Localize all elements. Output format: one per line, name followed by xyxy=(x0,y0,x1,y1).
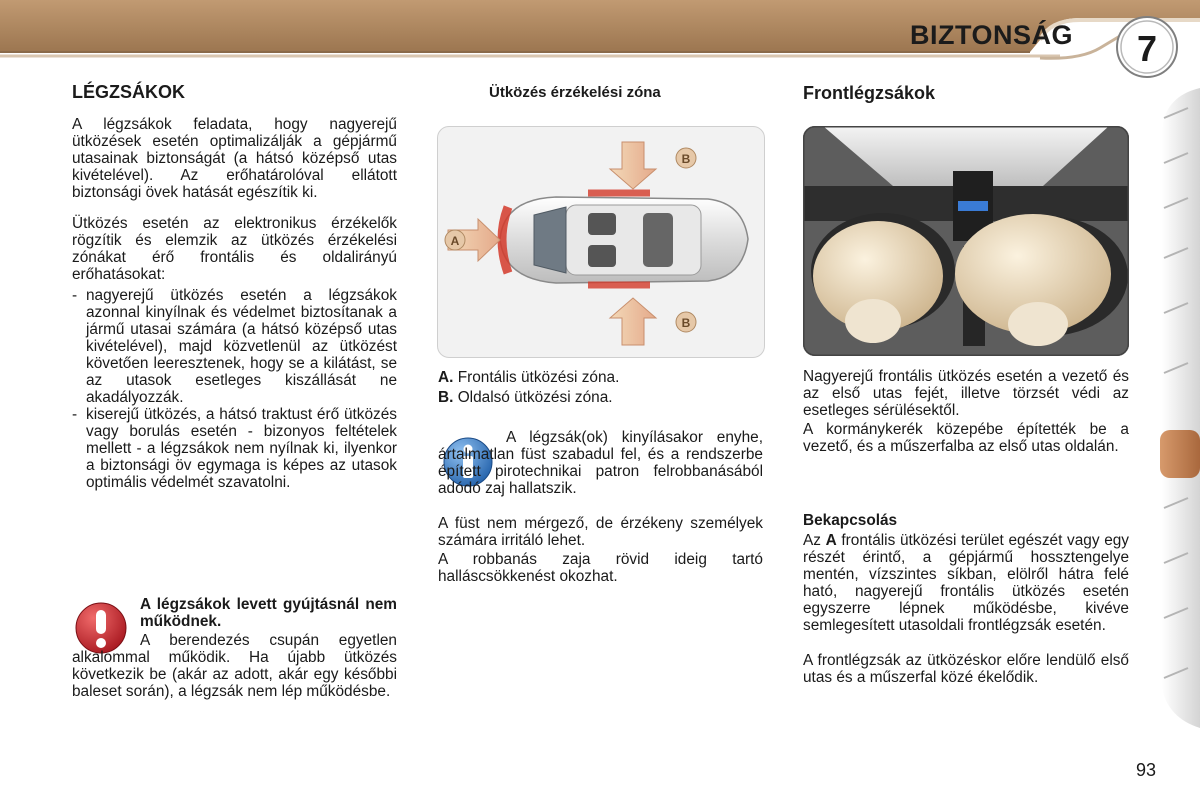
active-chapter-tab[interactable] xyxy=(1160,430,1200,478)
chapter-number: 7 xyxy=(1136,28,1158,69)
info-paragraph-2: A füst nem mérgező, de érzékeny személyek számára irritáló lehet. xyxy=(438,515,763,549)
sensor-paragraph: Ütközés esetén az elektronikus érzékelők rögzítik és elemzik az ütközés érzékelési zónákat érő frontális és oldalirányú erőhatásokat: xyxy=(72,215,397,283)
front-airbag-paragraph-2: A kormánykerék közepébe építették be a vezető, és a műszerfalba az első utas oldalán. xyxy=(803,421,1129,455)
activation-text-rest: frontális ütközési terület egészét vagy egy részét érintő, a gépjármű hossztengelye mentén, vízszintes síkban, elölről hátra felé ható, nagyerejű frontális ütközés esetén egyszerre lépnek működésbe, kivéve semlegesített utasoldali frontlégzsák esetén. xyxy=(803,532,1130,634)
legend-b xyxy=(438,389,763,406)
activation-text-start: Az xyxy=(803,532,821,549)
chapter-title: BIZTONSÁG xyxy=(910,20,1074,50)
warning-text: A berendezés csupán egyetlen alkalommal működik. Ha újabb ütközés következik be (akár az adott, akár egy későbbi baleset során), a légzsák nem lép működésbe. xyxy=(72,632,397,700)
header-band xyxy=(0,0,1200,70)
zone-label-a: A xyxy=(450,234,460,248)
activation-zone-key: A xyxy=(825,532,837,549)
legend-b-text: Oldalsó ütközési zóna. xyxy=(457,389,613,406)
activation-paragraph xyxy=(803,532,1129,634)
legend-a-key: A. xyxy=(438,369,454,386)
zone-label-b-bottom: B xyxy=(681,316,691,330)
page-number: 93 xyxy=(1136,760,1157,780)
info-paragraph-1: A légzsák(ok) kinyílásakor enyhe, ártalmatlan füst szabadul fel, és a rendszerbe épített pirotechnikai patron felrobbanásából adódó zaj hallatszik. xyxy=(438,429,763,497)
list-item: - kiserejű ütközés, a hátsó traktust érő ütközés vagy borulás esetén - bizonyos feltételek mellett - a légzsákok nem nyílnak ki, ilyenkor a biztonsági öv egymaga is képes az utasok optimális védelmét szavatolni. xyxy=(72,406,397,491)
legend-a-text: Frontális ütközési zóna. xyxy=(457,369,620,386)
section-heading-crash-zone: Ütközés érzékelési zóna xyxy=(489,84,661,101)
intro-paragraph: A légzsákok feladata, hogy nagyerejű ütközések esetén optimalizálják a gépjármű utasainak biztonságát (a hátsó középső utas kivételével). Az erőhatárolóval ellátott biztonsági övek hatását egészítik ki. xyxy=(72,116,397,201)
list-item: - nagyerejű ütközés esetén a légzsákok azonnal kinyílnak és védelmet biztosítanak a jármű utasai számára (a hátsó középső utas kivételével), majd közvetlenül az ütközést követően leeresztenek, hogy se a kilátást, se az utasok esetleges kiszállását ne akadályozzák. xyxy=(72,287,397,406)
zone-label-b-top: B xyxy=(681,152,691,166)
section-heading-airbags: LÉGZSÁKOK xyxy=(72,82,186,102)
front-airbags-photo xyxy=(803,126,1129,356)
activation-subheading: Bekapcsolás xyxy=(803,512,898,529)
front-airbag-paragraph-4: A frontlégzsák az ütközéskor előre lendülő első utas és a műszerfal közé ékelődik. xyxy=(803,652,1129,686)
deployment-list xyxy=(72,287,397,491)
section-heading-front-airbags: Frontlégzsákok xyxy=(803,83,936,103)
warning-title: A légzsákok levett gyújtásnál nem működnek. xyxy=(140,596,397,630)
front-airbag-paragraph-1: Nagyerejű frontális ütközés esetén a vezető és az első utas fejét, illetve törzsét védi az esetleges sérülésektől. xyxy=(803,368,1129,419)
legend-b-key: B. xyxy=(438,389,454,406)
legend-a xyxy=(438,369,763,386)
chapter-tabs xyxy=(1158,88,1200,728)
info-paragraph-3: A robbanás zaja rövid ideig tartó halláscsökkenést okozhat. xyxy=(438,551,763,585)
crash-zone-diagram xyxy=(437,126,765,358)
